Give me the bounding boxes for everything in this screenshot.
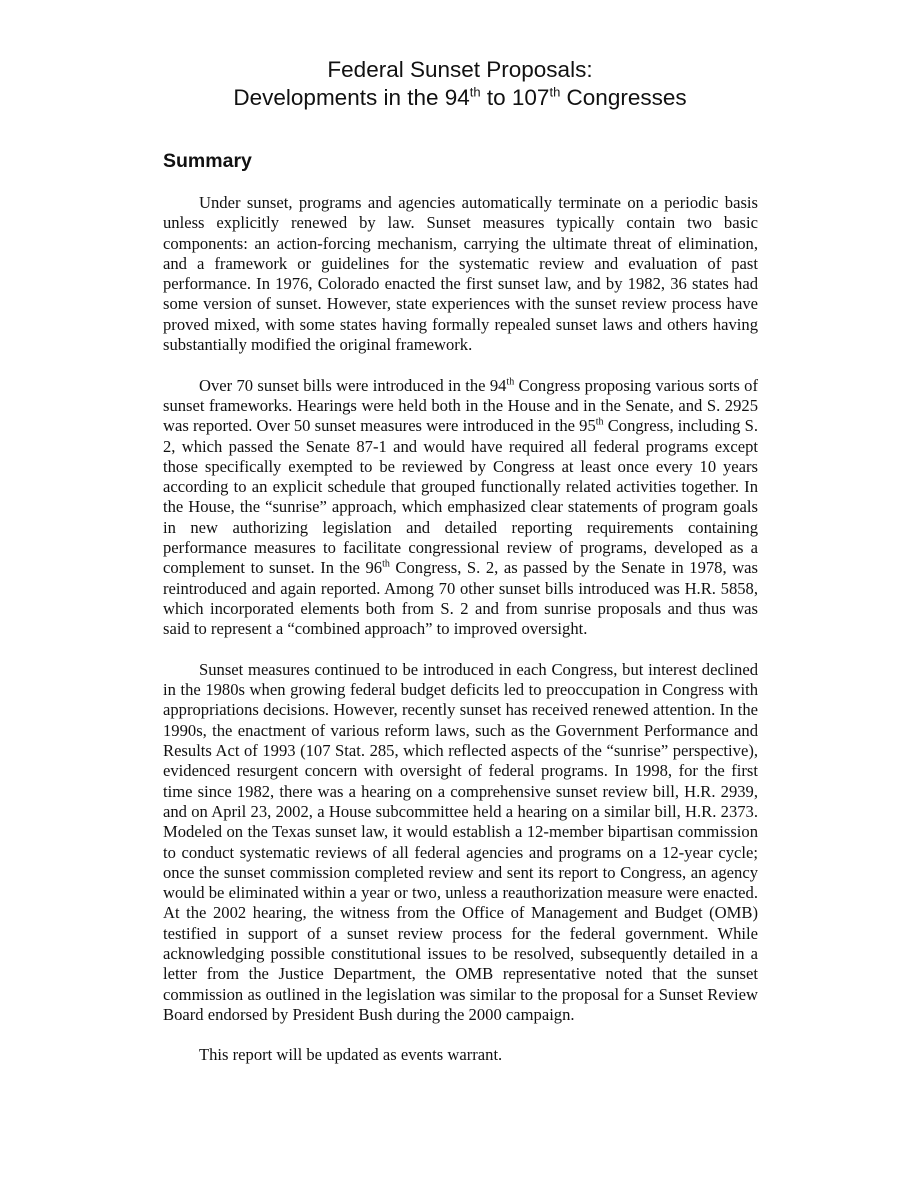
paragraph-2-part-b: Congress proposing various sorts of sunset frameworks. Hearings were held both in the House and in the Senate, and S. 2925 was reported. Over 50 sunset measures were introduced in the 95 bbox=[163, 375, 758, 436]
title-ordinal-2: th bbox=[549, 84, 561, 100]
paragraph-2-part-a: Over 70 sunset bills were introduced in the 94 bbox=[199, 375, 507, 395]
title-line-1: Federal Sunset Proposals: bbox=[327, 57, 593, 82]
paragraph-2-ordinal-3: th bbox=[382, 558, 390, 570]
section-heading: Summary bbox=[163, 150, 252, 172]
paragraph-2-part-c: Congress, including S. 2, which passed the Senate 87-1 and would have required all federal programs except those specifically exempted to be reviewed by Congress at least once every 10 years according to an explicit schedule that grouped functionally related activities together. In the House, the “sunrise” approach, which emphasized clear statements of program goals in new authorizing legislation and detailed reporting requirements containing performance measures to facilitate congressional review of programs, developed as a complement to sunset. In the 96 bbox=[163, 416, 759, 578]
summary-body bbox=[163, 193, 758, 1086]
document-title bbox=[0, 56, 920, 112]
paragraph-3: Sunset measures continued to be introduced in each Congress, but interest declined in the 1980s when growing federal budget deficits led to preoccupation in Congress with appropriations decisions. However, recently sunset has received renewed attention. In the 1990s, the enactment of various reform laws, such as the Government Performance and Results Act of 1993 (107 Stat. 285, which reflected aspects of the “sunrise” perspective), evidenced resurgent concern with oversight of federal programs. In 1998, for the first time since 1982, there was a hearing on a comprehensive sunset review bill, H.R. 2939, and on April 23, 2002, a House subcommittee held a hearing on a similar bill, H.R. 2373. Modeled on the Texas sunset law, it would establish a 12-member bipartisan commission to conduct systematic reviews of all federal agencies and programs on a 12-year cycle; once the sunset commission completed review and sent its report to Congress, an agency would be eliminated within a year or two, unless a reauthorization measure were enacted. At the 2002 hearing, the witness from the Office of Management and Budget (OMB) testified in support of a sunset review process for the federal government. While acknowledging possible constitutional issues to be resolved, subsequently detailed in a letter from the Justice Department, the OMB representative noted that the sunset commission as outlined in the legislation was similar to the proposal for a Sunset Review Board endorsed by President Bush during the 2000 campaign. bbox=[163, 659, 758, 1024]
paragraph-1: Under sunset, programs and agencies automatically terminate on a periodic basis unless explicitly renewed by law. Sunset measures typically contain two basic components: an action-forcing mechanism, carrying the ultimate threat of elimination, and a framework or guidelines for the systematic review and evaluation of past performance. In 1976, Colorado enacted the first sunset law, and by 1982, 36 states had some version of sunset. However, state experiences with the sunset review process have proved mixed, with some states having formally repealed sunset laws and others having substantially modified the original framework. bbox=[163, 193, 758, 355]
paragraph-2 bbox=[163, 376, 758, 640]
title-line-2-prefix: Developments in the 94 bbox=[233, 85, 470, 110]
title-line-2-suffix: Congresses bbox=[560, 85, 687, 110]
title-ordinal-1: th bbox=[469, 84, 481, 100]
title-line-2 bbox=[0, 84, 920, 112]
title-line-2-mid: to 107 bbox=[480, 85, 550, 110]
paragraph-2-ordinal-1: th bbox=[506, 376, 515, 388]
paragraph-4: This report will be updated as events warrant. bbox=[199, 1045, 503, 1065]
paragraph-2-ordinal-2: th bbox=[595, 416, 604, 428]
paragraph-2-part-d: Congress, S. 2, as passed by the Senate in 1978, was reintroduced and again reported. Among 70 other sunset bills introduced was H.R. 5858, which incorporated elements both from S. 2 and from sunrise proposals and thus was said to represent a “combined approach” to improved oversight. bbox=[163, 558, 759, 639]
